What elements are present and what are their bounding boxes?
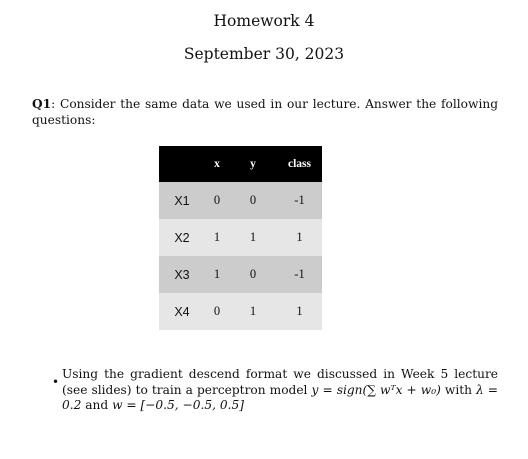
- bullet-text: [62, 367, 498, 414]
- document-date: September 30, 2023: [183, 45, 345, 63]
- table-row: [159, 182, 322, 219]
- cell-class: -1: [277, 256, 322, 293]
- row-label: X2: [159, 219, 205, 256]
- cell-class: 1: [277, 219, 322, 256]
- row-label: X1: [159, 182, 205, 219]
- cell-class: -1: [277, 182, 322, 219]
- table-row: [159, 219, 322, 256]
- cell-y: 1: [229, 219, 277, 256]
- bullet-marker: •: [52, 375, 60, 389]
- question-label: Q1: [32, 97, 52, 111]
- table-header-blank: [159, 146, 205, 182]
- table-header-x: x: [205, 146, 229, 182]
- document-title: Homework 4: [213, 12, 315, 30]
- question-text: : Consider the same data we used in our lecture. Answer the following questions:: [32, 97, 498, 127]
- cell-class: 1: [277, 293, 322, 330]
- row-label: X3: [159, 256, 205, 293]
- table-header-y: y: [229, 146, 277, 182]
- weights-value: w = [−0.5, −0.5, 0.5]: [112, 398, 245, 412]
- bullet-text-part-3: and: [81, 398, 113, 412]
- bullet-item: [42, 367, 498, 414]
- table-row: [159, 293, 322, 330]
- question-paragraph: [32, 97, 498, 128]
- data-table: [159, 146, 322, 330]
- table-header-class: class: [277, 146, 322, 182]
- table-header-row: [159, 146, 322, 182]
- cell-x: 1: [205, 256, 229, 293]
- cell-x: 0: [205, 182, 229, 219]
- cell-x: 0: [205, 293, 229, 330]
- bullet-text-part-2: with: [440, 382, 477, 397]
- cell-y: 0: [229, 256, 277, 293]
- cell-y: 0: [229, 182, 277, 219]
- lambda-value: λ = 0.2: [62, 382, 499, 412]
- cell-y: 1: [229, 293, 277, 330]
- cell-x: 1: [205, 219, 229, 256]
- perceptron-formula: y = sign(∑ wᵀx + w₀): [311, 382, 441, 397]
- row-label: X4: [159, 293, 205, 330]
- table-row: [159, 256, 322, 293]
- bullet-text-part-1: Using the gradient descend format we discussed in Week 5 lecture (see slides) to train a perceptron model: [62, 367, 498, 397]
